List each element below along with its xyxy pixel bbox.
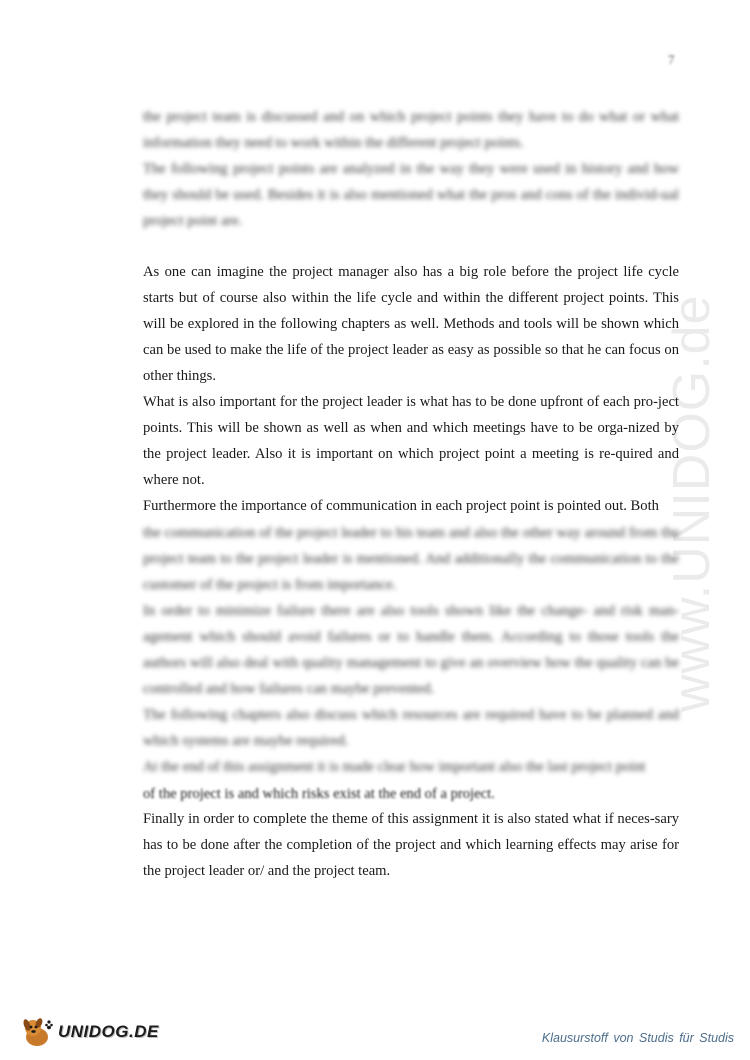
blurred-paragraph: At the end of this assignment it is made clear how important also the last project point <box>143 759 646 775</box>
footer-tagline: Klausurstoff von Studis für Studis <box>541 1031 734 1045</box>
body-paragraph: Furthermore the importance of communication in each project point is pointed out. Both <box>143 498 659 514</box>
blurred-paragraph: The following project points are analyzed in the way they were used in history and how they should be used. Besides it is also mentioned what the pros and cons of the individ-ual project point are. <box>143 161 679 229</box>
blurred-paragraph: In order to minimize failure there are also tools shown like the change- and risk man-agement which should avoid failures or to handle them. According to those tools the authors will also deal with quality management to give an overview how the quality can be controlled and how failures can maybe prevented. <box>143 603 679 697</box>
half-blurred-text: of the project is and which risks exist at the end of a project. <box>143 786 495 802</box>
body-paragraph: What is also important for the project leader is what has to be done upfront of each pro-ject points. This will be shown as well as when and which meetings have to be orga-nized by the project leader. Also it is important on which project point a meeting is re-quired and where not. <box>143 394 679 488</box>
body-paragraph: Finally in order to complete the theme of this assignment it is also stated what if neces-sary has to be done after the completion of the project and which learning effects may arise for the project leader or/ and the project team. <box>143 811 679 879</box>
blurred-paragraph: the project team is discussed and on which project points they have to do what or what information they need to work within the different project points. <box>143 109 679 151</box>
page-number: 7 <box>668 52 675 67</box>
body-paragraph: As one can imagine the project manager also has a big role before the project life cycle starts but of course also within the life cycle and within the different project points. This will be explored in the following chapters as well. Methods and tools will be shown which can be used to make the life of the project leader as easy as possible so that he can focus on other things. <box>143 264 679 384</box>
watermark: www.UNIDOG.de <box>663 294 721 712</box>
logo-text: UNIDOG.DE <box>58 1022 159 1041</box>
blurred-paragraph: the communication of the project leader to his team and also the other way around from the project team to the project leader is mentioned. And additionally the communication to the customer of the project is from importance. <box>143 525 679 593</box>
dog-mascot-icon <box>20 1016 54 1048</box>
final-body-text <box>143 806 679 884</box>
clear-body-text <box>143 259 679 519</box>
unidog-logo[interactable] <box>20 1016 159 1048</box>
half-blurred-line <box>143 781 679 807</box>
blurred-paragraph: The following chapters also discuss which resources are required have to be planned and which systems are maybe required. <box>143 707 679 749</box>
blurred-intro-text <box>143 104 679 234</box>
blurred-middle-text <box>143 520 679 780</box>
